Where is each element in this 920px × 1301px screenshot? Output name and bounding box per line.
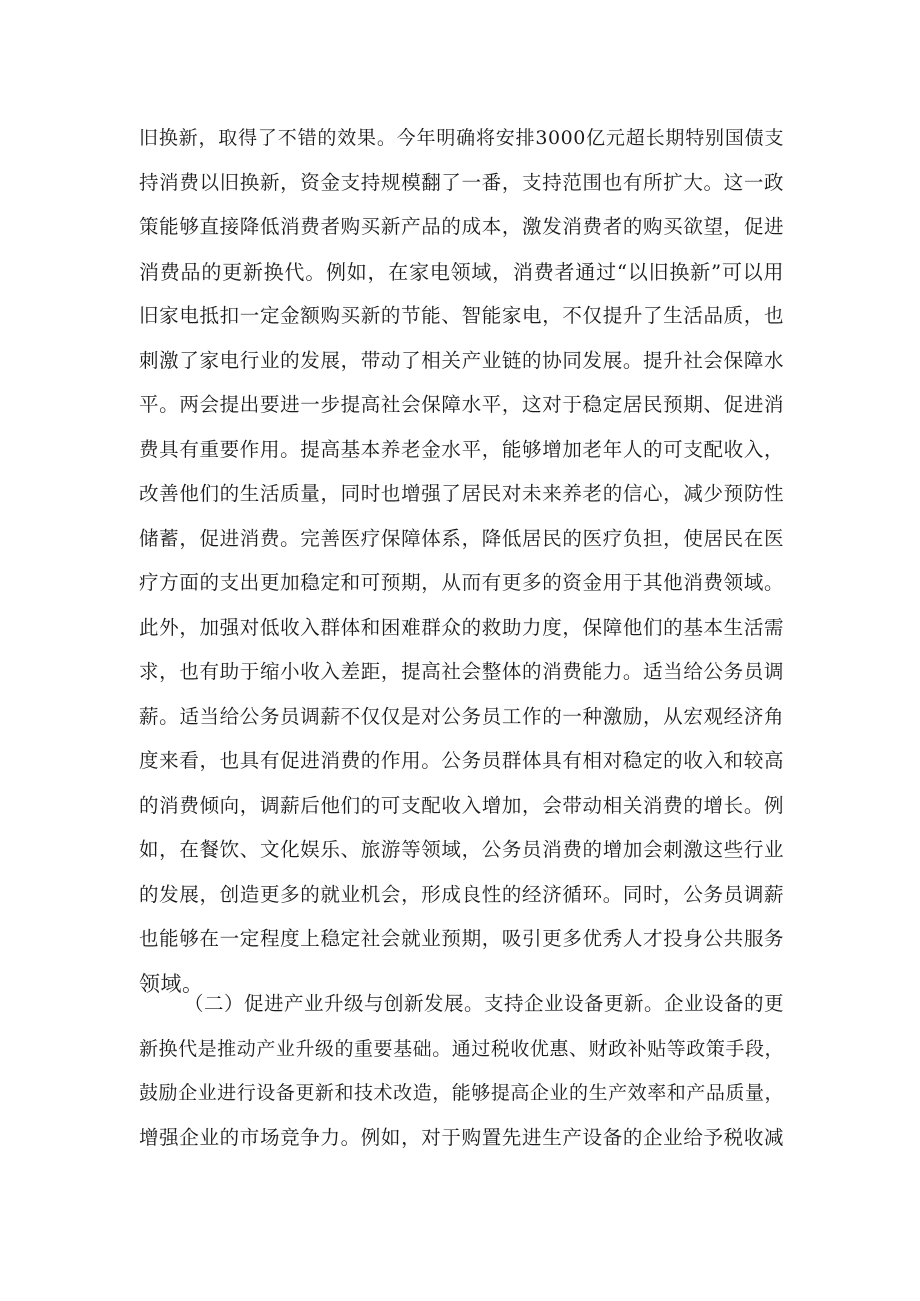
text-line: 度来看，也具有促进消费的作用。公务员群体具有相对稳定的收入和较高 — [139, 749, 784, 772]
text-line: 储蓄，促进消费。完善医疗保障体系，降低居民的医疗负担，使居民在医 — [139, 526, 784, 550]
text-line: 费具有重要作用。提高基本养老金水平，能够增加老年人的可支配收入， — [139, 437, 784, 461]
text-line: 鼓励企业进行设备更新和技术改造，能够提高企业的生产效率和产品质量， — [139, 1082, 784, 1104]
text-line: 疗方面的支出更加稳定和可预期，从而有更多的资金用于其他消费领域。 — [139, 571, 784, 594]
text-line: 消费品的更新换代。例如，在家电领域，消费者通过“以旧换新”可以用 — [139, 259, 784, 284]
paragraph-industrial-upgrade — [139, 982, 784, 1160]
text-line: 增强企业的市场竞争力。例如，对于购置先进生产设备的企业给予税收减 — [139, 1125, 784, 1149]
text-line: 求，也有助于缩小收入差距，提高社会整体的消费能力。适当给公务员调 — [139, 660, 784, 683]
text-line: 的发展，创造更多的就业机会，形成良性的经济循环。同时，公务员调薪 — [139, 882, 784, 906]
text-line: 旧家电抵扣一定金额购买新的节能、智能家电，不仅提升了生活品质，也 — [139, 304, 784, 327]
paragraph-consumption-policy — [139, 116, 784, 1006]
text-line: 刺激了家电行业的发展，带动了相关产业链的协同发展。提升社会保障水 — [139, 348, 784, 372]
text-line: 如，在餐饮、文化娱乐、旅游等领域，公务员消费的增加会刺激这些行业 — [139, 838, 784, 861]
text-line: 领域。 — [139, 971, 204, 996]
text-line: 此外，加强对低收入群体和困难群众的救助力度，保障他们的基本生活需 — [139, 615, 784, 639]
text-line: 改善他们的生活质量，同时也增强了居民对未来养老的信心，减少预防性 — [139, 482, 784, 505]
text-line: 薪。适当给公务员调薪不仅仅是对公务员工作的一种激励，从宏观经济角 — [139, 704, 784, 728]
text-line: 也能够在一定程度上稳定社会就业预期，吸引更多优秀人才投身公共服务 — [139, 927, 784, 950]
text-line: （二）促进产业升级与创新发展。支持企业设备更新。企业设备的更 — [184, 992, 785, 1015]
text-line: 新换代是推动产业升级的重要基础。通过税收优惠、财政补贴等政策手段， — [139, 1037, 784, 1060]
text-line: 平。两会提出要进一步提高社会保障水平，这对于稳定居民预期、促进消 — [139, 393, 784, 416]
text-line: 策能够直接降低消费者购买新产品的成本，激发消费者的购买欲望，促进 — [139, 215, 784, 238]
text-line: 持消费以旧换新，资金支持规模翻了一番，支持范围也有所扩大。这一政 — [139, 170, 784, 194]
text-line: 的消费倾向，调薪后他们的可支配收入增加，会带动相关消费的增长。例 — [139, 793, 784, 817]
text-line: 旧换新，取得了不错的效果。今年明确将安排3000亿元超长期特别国债支 — [139, 127, 784, 149]
